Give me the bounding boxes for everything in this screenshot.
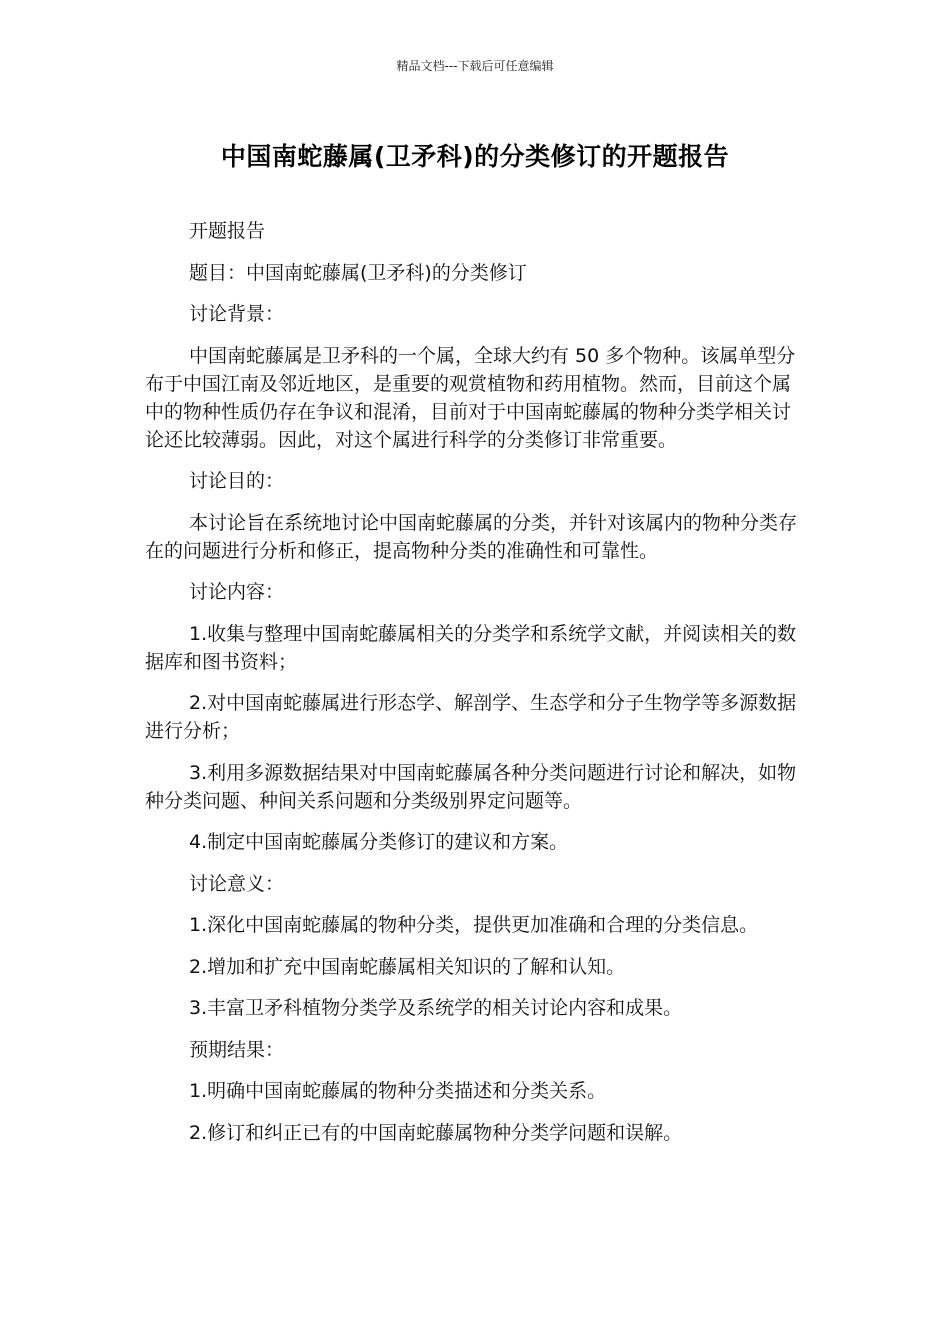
significance-item-2: 2.增加和扩充中国南蛇藤属相关知识的了解和认知。: [189, 955, 626, 978]
heading-expected-results: 预期结果：: [189, 1038, 285, 1061]
content-item-2: 2.对中国南蛇藤属进行形态学、解剖学、生态学和分子生物学等多源数据进行分析；: [145, 692, 797, 742]
purpose-paragraph: 本讨论旨在系统地讨论中国南蛇藤属的分类，并针对该属内的物种分类存在的问题进行分析和修正，提高物种分类的准确性和可靠性。: [145, 511, 798, 562]
section-label-report: 开题报告: [189, 220, 266, 242]
content-item-1: 1.收集与整理中国南蛇藤属相关的分类学和系统学文献，并阅读相关的数据库和图书资料；: [145, 622, 797, 673]
heading-significance: 讨论意义：: [189, 872, 285, 895]
result-item-2: 2.修订和纠正已有的中国南蛇藤属物种分类学问题和误解。: [189, 1121, 683, 1144]
background-paragraph: 中国南蛇藤属是卫矛科的一个属，全球大约有 50 多个物种。该属单型分布于中国江南及邻近地区，是重要的观赏植物和药用植物。然而，目前这个属中的物种性质仍存在争议和混淆，目前对于中国南蛇藤属的物种分类学相关讨论还比较薄弱。因此，对这个属进行科学的分类修订非常重要。: [145, 344, 796, 451]
significance-item-1: 1.深化中国南蛇藤属的物种分类，提供更加准确和合理的分类信息。: [189, 914, 759, 936]
content-item-3: 3.利用多源数据结果对中国南蛇藤属各种分类问题进行讨论和解决，如物种分类问题、种间关系问题和分类级别界定问题等。: [145, 761, 797, 812]
document-title: 中国南蛇藤属(卫矛科)的分类修订的开题报告: [220, 142, 730, 171]
result-item-1: 1.明确中国南蛇藤属的物种分类描述和分类关系。: [189, 1080, 607, 1102]
content-item-4: 4.制定中国南蛇藤属分类修订的建议和方案。: [189, 831, 569, 853]
page-header-note: 精品文档---下载后可任意编辑: [396, 59, 554, 73]
topic-line: 题目：中国南蛇藤属(卫矛科)的分类修订: [189, 261, 527, 284]
heading-background: 讨论背景：: [189, 303, 285, 325]
heading-purpose: 讨论目的：: [189, 470, 285, 492]
document-body: [145, 217, 805, 1160]
heading-content: 讨论内容：: [189, 581, 285, 603]
significance-item-3: 3.丰富卫矛科植物分类学及系统学的相关讨论内容和成果。: [189, 997, 683, 1019]
